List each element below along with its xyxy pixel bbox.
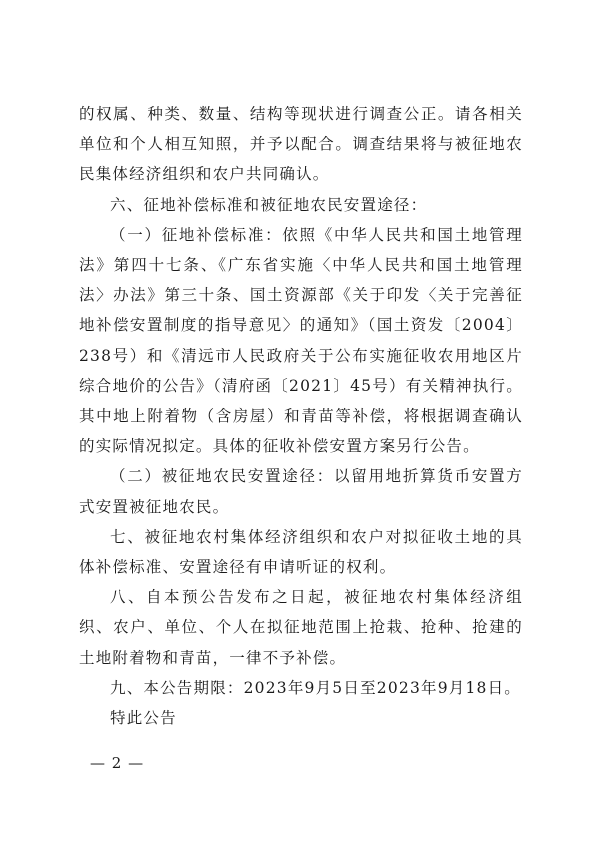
closing-line: 特此公告: [110, 709, 177, 728]
section-7-hearing-rights: 七、被征地农村集体经济组织和农户对拟征收土地的具体补偿标准、安置途径有申请听证的权利。: [79, 527, 523, 577]
section-8-no-compensation: 八、自本预公告发布之日起，被征地农村集体经济组织、农户、单位、个人在拟征地范围上抢栽、抢种、抢建的土地附着物和青苗，一律不予补偿。: [79, 588, 523, 667]
page-number: — 2 —: [90, 754, 145, 772]
section-6-1-compensation-standard: （一）征地补偿标准：依照《中华人民共和国土地管理法》第四十七条、《广东省实施〈中华人民共和国土地管理法〉办法》第三十条、国土资源部《关于印发〈关于完善征地补偿安置制度的指导意见〉的通知》（国土资发〔2004〕238号）和《清远市人民政府关于公布实施征收农用地区片综合地价的公告》（清府函〔2021〕45号）有关精神执行。其中地上附着物（含房屋）和青苗等补偿，将根据调查确认的实际情况拟定。具体的征收补偿安置方案另行公告。: [79, 225, 523, 456]
section-6-heading: 六、征地补偿标准和被征地农民安置途径：: [110, 195, 428, 214]
section-9-period: 九、本公告期限：2023年9月5日至2023年9月18日。: [110, 678, 522, 697]
section-6-2-resettlement: （二）被征地农民安置途径：以留用地折算货币安置方式安置被征地农民。: [79, 467, 523, 516]
paragraph-continuation: 的权属、种类、数量、结构等现状进行调查公正。请各相关单位和个人相互知照，并予以配合。调查结果将与被征地农民集体经济组织和农户共同确认。: [79, 105, 523, 184]
document-body: [79, 99, 523, 733]
